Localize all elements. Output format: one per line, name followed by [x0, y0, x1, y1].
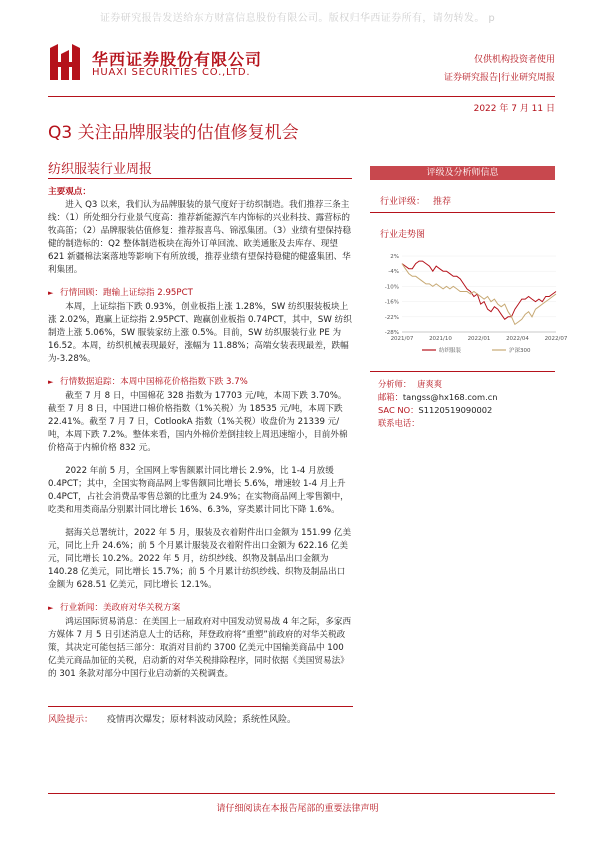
analyst-row: [378, 378, 498, 391]
section-data-tracking: [48, 376, 353, 389]
sac-number: S1120519090002: [418, 405, 493, 415]
y-tick-label: -28%: [384, 330, 399, 336]
report-subtitle: 纺织服装行业周报: [48, 162, 153, 177]
legend-label: 沪深300: [509, 348, 531, 354]
viewpoint-label: 主要观点：: [48, 187, 91, 197]
phone-row: [378, 417, 498, 430]
series-line-2: [402, 264, 556, 325]
series-line-1: [402, 261, 556, 319]
email-label: 邮箱：: [378, 392, 403, 402]
triangle-bullet-icon: ►: [48, 378, 54, 386]
sac-row: [378, 404, 498, 417]
footer-divider: [48, 793, 555, 794]
section-industry-news: [48, 602, 353, 615]
x-tick-label: 2022/01: [467, 336, 491, 342]
market-review-paragraph: 本周，上证综指下跌 0.93%，创业板指上涨 1.28%，SW 纺织服装板块上涨 2.02%，跑赢上证综指 2.95PCT、跑赢创业板指 0.74PCT，其中，SW 纺织制造上涨 5.06%，SW 服装家纺上涨 0.5%。目前，SW 纺织服装行业 PE 为 16.52。本周，纺织机械表现最好，涨幅为 11.88%；高端女装表现最差，跌幅为-3.28%。: [48, 302, 352, 364]
x-tick-label: 2021/07: [390, 336, 414, 342]
data-tracking-paragraph: 截至 7 月 8 日，中国棉花 328 指数为 17703 元/吨，本周下跌 3.70%。截至 7 月 8 日，中国进口棉价格指数（1%关税）为 18535 元/吨，本周下跌 22.41%。截至 7 月 7 日，CotlookA 指数（1%关税）收盘价为 21339 元/吨，本周下跌 7.2%。整体来看，国内外棉价差倒挂较上周迅速缩小，目前外棉价格高于内棉价格 832 元。: [48, 391, 348, 453]
trend-chart-title: 行业走势图: [380, 230, 426, 240]
risk-label: 风险提示：: [48, 715, 94, 725]
industry-news-paragraph: 鸿运国际贸易消息：在美国上一届政府对中国发动贸易战 4 年之际，多家西方媒体 7 月 5 日引述消息人士的话称，拜登政府将“重塑”前政府的对华关税政策，其决定可能包括三部分：取消对目前约 3700 亿美元中国输美商品中 100 亿美元商品加征的关税，启动新的对华关税排除程序，同时依据《美国贸易法》的 301 条款对部分中国行业启动新的关税调查。: [48, 617, 352, 679]
y-tick-label: -4%: [388, 269, 399, 276]
legend-label: 纺织服装: [439, 348, 462, 354]
y-tick-label: 2%: [390, 254, 399, 260]
report-date: 2022 年 7 月 11 日: [473, 104, 555, 114]
watermark: 证券研究报告发送给东方财富信息股份有限公司。版权归华西证券所有，请勿转发。 p: [100, 13, 496, 24]
y-tick-label: -16%: [384, 299, 399, 306]
huaxi-logo-icon: [48, 42, 82, 82]
disclaimer-footer[interactable]: 请仔细阅读在本报告尾部的重要法律声明: [216, 804, 379, 814]
section-market-review: [48, 287, 353, 300]
rating-analyst-header: 评级及分析师信息: [370, 166, 555, 180]
industry-trend-chart: [374, 250, 568, 365]
subtitle-divider: [48, 178, 352, 179]
analyst-info: [378, 378, 498, 430]
risk-divider: [48, 706, 353, 707]
sac-label: SAC NO：: [378, 405, 419, 415]
analyst-email[interactable]: tangss@hx168.com.cn: [402, 392, 498, 402]
audience-note: 仅供机构投资者使用: [473, 55, 555, 65]
rating-value: 推荐: [433, 197, 452, 207]
section-title: 行业新闻：美政府对华关税方案: [60, 603, 181, 613]
brand-name-en: HUAXI SECURITIES CO.,LTD.: [92, 67, 251, 78]
rating-label: 行业评级：: [380, 197, 426, 207]
x-tick-label: 2022/04: [506, 336, 529, 342]
header-divider: [48, 96, 555, 97]
x-tick-label: 2022/07: [544, 336, 568, 342]
analyst-name: 唐爽爽: [417, 379, 443, 389]
x-tick-label: 2021/10: [429, 336, 452, 342]
analyst-divider: [370, 371, 555, 372]
brand-name-cn: 华西证券股份有限公司: [92, 50, 263, 69]
section-title: 行情回顾：跑输上证综指 2.95PCT: [60, 288, 193, 298]
export-paragraph: 据海关总署统计，2022 年 5 月，服装及衣着附件出口金额为 151.99 亿美元，同比上升 24.6%；前 5 个月累计服装及衣着附件出口金额为 622.16 亿美元，同比增长 10.2%。2022 年 5 月，纺织纱线、织物及制品出口金额为 140.28 亿美元，同比增长 15.7%；前 5 个月累计纺织纱线、织物及制品出口金额为 628.51 亿美元，同比增长 12.1%。: [48, 528, 352, 590]
section-title: 行情数据追踪：本周中国棉花价格指数下跌 3.7%: [60, 377, 248, 387]
online-retail-paragraph: 2022 年前 5 月，全国网上零售额累计同比增长 2.9%，比 1-4 月放缓 0.4PCT；其中，全国实物商品网上零售额同比增长 5.6%，增速较 1-4 月上升 0.4PCT，占社会消费品零售总额的比重为 24.9%；在实物商品网上零售额中，吃类和用类商品分别累计同比增长 16%、6.3%，穿类累计同比下降 1.6%。: [48, 466, 349, 515]
main-content: [48, 186, 353, 691]
triangle-bullet-icon: ►: [48, 604, 54, 612]
viewpoint-paragraph: 进入 Q3 以来，我们认为品牌服装的景气度好于纺织制造。我们推荐三条主线：（1）所处细分行业景气度高：推荐新能源汽车内饰标的兴业科技、露营标的牧高笛；（2）品牌服装估值修复：推荐报喜鸟、锦泓集团。（3）业绩有望保持稳健的制造标的：Q2 整体制造板块在海外订单回流、欧美通胀及去库存、现望 621 新疆棉法案落地等影响下有所放缓，推荐业绩有望保持稳健的健盛集团、华利集团。: [48, 200, 352, 275]
report-title: Q3 关注品牌服装的估值修复机会: [48, 123, 299, 143]
risk-warning: [48, 712, 296, 725]
y-tick-label: -10%: [384, 284, 399, 291]
industry-rating: [380, 194, 451, 207]
email-row: [378, 391, 498, 404]
y-tick-label: -22%: [384, 314, 399, 321]
rating-divider: [370, 212, 555, 213]
risk-text: 疫情再次爆发；原材料波动风险；系统性风险。: [107, 715, 297, 725]
triangle-bullet-icon: ►: [48, 289, 54, 297]
report-category: 证券研究报告|行业研究周报: [443, 73, 555, 83]
phone-label: 联系电话：: [378, 418, 420, 428]
analyst-label: 分析师：: [378, 379, 412, 389]
